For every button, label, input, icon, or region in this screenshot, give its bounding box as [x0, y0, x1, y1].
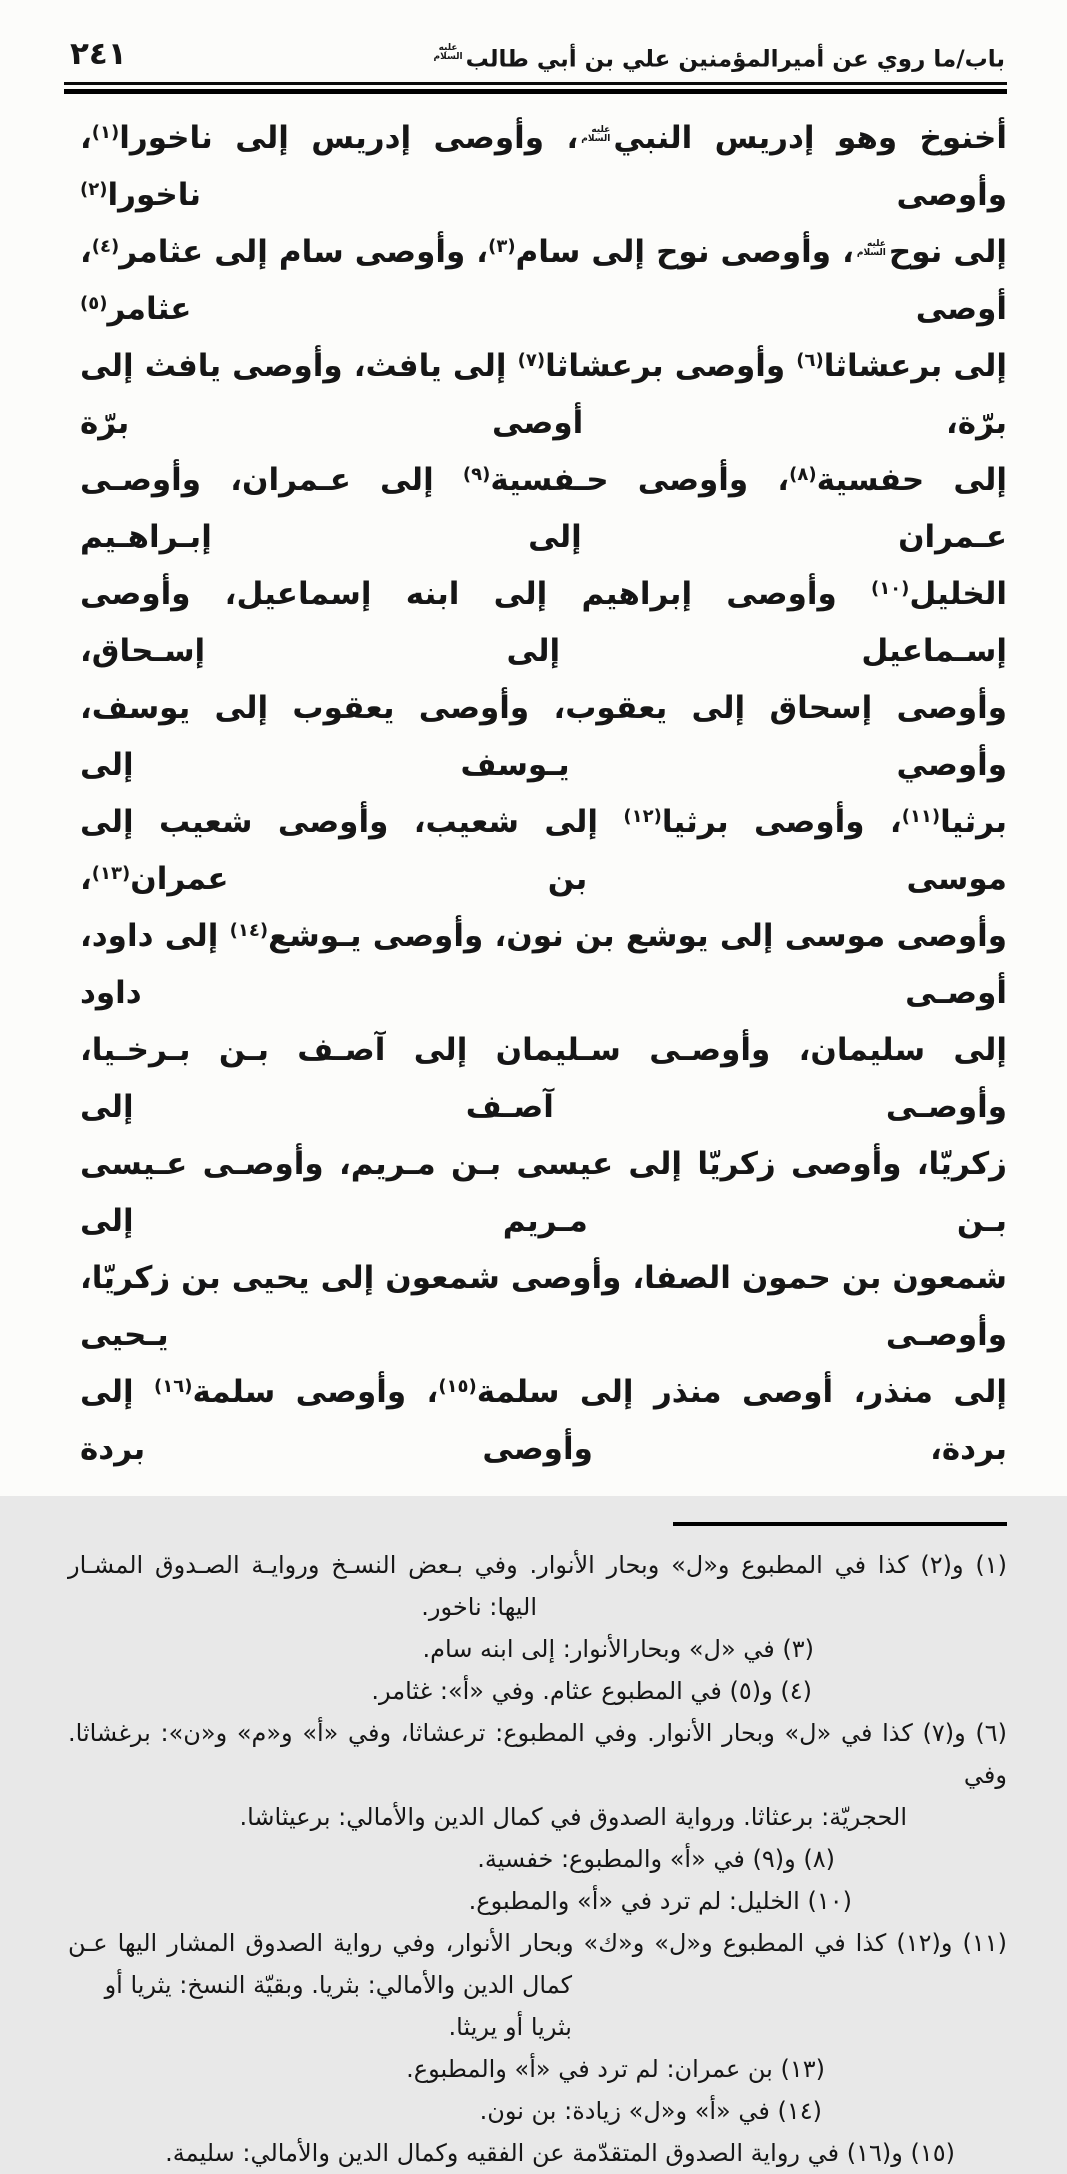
honorific-row: السلام [581, 134, 611, 144]
footnote-line: (٦) و(٧) كذا في «ل» وبحار الأنوار. وفي المطبوع: ترعشاثا، وفي «أ» و«م» و«ن»: برغشاثا. وفي [68, 1719, 1007, 1789]
footnote-ref: (١٢) [623, 806, 662, 827]
body-line [80, 680, 1007, 794]
body-text-segment: أخنوخ وهو إدريس النبي [613, 120, 1007, 156]
footnote-ref: (٧) [517, 350, 546, 371]
body-text-segment: ، وأوصى ناخورا [80, 120, 1007, 213]
header-double-rule [64, 82, 1007, 94]
footnote-line: كمال الدين والأمالي: بثريا. وبقيّة النسخ: يثريا أو بثريا أو يريثا. [104, 1971, 572, 2041]
body-text-segment: ، وأوصى سام إلى عثامر [119, 234, 489, 270]
body-text-segment: ، وأوصى إدريس إلى ناخورا [119, 120, 579, 156]
honorific-row: السلام [856, 248, 886, 258]
body-text-segment: ، [80, 861, 92, 897]
chapter-title-text: باب/ما روي عن أميرالمؤمنين علي بن أبي طالب [465, 46, 1005, 72]
footnote-ref: (٩) [462, 464, 491, 485]
body-line [80, 908, 1007, 1022]
alayhis-salam-mark [581, 126, 610, 145]
body-line [80, 452, 1007, 566]
footnote-ref: (٨) [789, 464, 817, 485]
body-line [80, 224, 1007, 338]
body-line [80, 338, 1007, 452]
body-text-segment: إلى منذر، أوصى منذر إلى سلمة [476, 1374, 1007, 1410]
footnote-ref: (١٤) [229, 920, 269, 941]
footnote-line: (٤) و(٥) في المطبوع عثام. وفي «أ»: غثامر. [371, 1677, 812, 1705]
footnote-line: (١٥) و(١٦) في رواية الصدوق المتقدّمة عن الفقيه وكمال الدين والأمالي: سليمة. [165, 2139, 955, 2167]
body-text [64, 110, 1007, 1478]
body-line [80, 1136, 1007, 1250]
body-text-segment: إلى عـمران، وأوصـى عـمران إلى إبـراهـيم [80, 462, 1007, 555]
body-text-segment: ، وأوصى حـفسية [490, 462, 790, 498]
page-number: ٢٤١ [70, 36, 127, 72]
footnotes-section [64, 1544, 1007, 2174]
body-text-segment: وأوصى موسى إلى يوشع بن نون، وأوصى يـوشع [268, 918, 1008, 954]
body-text-segment: إلى حفسية [816, 462, 1008, 498]
footnote-line: الحجريّة: برعثاثا. ورواية الصدوق في كمال الدين والأمالي: برعيثاشا. [239, 1803, 907, 1831]
footnote-ref: (١٠) [870, 578, 910, 599]
footnote-ref: (١٣) [91, 863, 131, 884]
footnote-line: (١١) و(١٢) كذا في المطبوع و«ل» و«ك» وبحار الأنوار، وفي رواية الصدوق المشار اليها عـن [68, 1929, 1007, 1957]
body-line [80, 1250, 1007, 1364]
body-line [80, 1364, 1007, 1478]
body-line [80, 566, 1007, 680]
honorific-row: عليه [591, 124, 611, 135]
body-text-segment: إلى بردة، وأوصى بردة [80, 1374, 1007, 1467]
body-text-segment: شمعون بن حمون الصفا، وأوصى شمعون إلى يحيى بن زكريّا، وأوصـى يـحيى [80, 1260, 1007, 1353]
footnote-line: (١٤) في «أ» و«ل» زيادة: بن نون. [479, 2097, 822, 2125]
footnote-ref: (١١) [901, 806, 941, 827]
body-line [80, 794, 1007, 908]
body-text-segment: إلى شعيب، وأوصى شعيب إلى موسى بن عمران [80, 804, 1007, 897]
alayhis-salam-mark [434, 44, 463, 63]
body-text-segment: إلى داود، أوصـى داود [80, 918, 1007, 1011]
body-text-segment: وأوصى برعشاثا [545, 348, 797, 384]
chapter-title [431, 44, 1005, 72]
footnote-line: (١٠) الخليل: لم ترد في «أ» والمطبوع. [468, 1887, 852, 1915]
footnote-ref: (١٦) [154, 1376, 193, 1397]
footnote-ref: (١) [91, 122, 120, 143]
body-line [80, 110, 1007, 224]
footnote-ref: (٤) [91, 236, 120, 257]
honorific-row: عليه [438, 42, 458, 53]
footnote-ref: (٦) [796, 350, 824, 371]
footnote-line: اليها: ناخور. [421, 1593, 537, 1621]
footnote-line: (١٣) بن عمران: لم ترد في «أ» والمطبوع. [406, 2055, 825, 2083]
body-text-segment: ، وأوصى سلمة [192, 1374, 439, 1410]
footnote-line: (٨) و(٩) في «أ» والمطبوع: خفسية. [477, 1845, 835, 1873]
honorific-row: عليه [866, 238, 886, 249]
footnote-ref: (٥) [80, 293, 108, 314]
footnote-ref: (٢) [80, 179, 108, 200]
body-text-segment: وأوصى إسحاق إلى يعقوب، وأوصى يعقوب إلى يوسف، وأوصي يـوسف إلى [80, 690, 1007, 783]
body-text-segment: إلى نوح [888, 234, 1007, 270]
footnote-separator-rule [673, 1522, 1007, 1526]
alayhis-salam-mark [857, 240, 886, 259]
body-text-segment: ، أوصى عثامر [80, 234, 1007, 327]
page-header [64, 36, 1007, 72]
body-text-segment: الخليل [909, 576, 1007, 612]
honorific-row: السلام [433, 52, 463, 62]
body-text-segment: إلى يافث، وأوصى يافث إلى برّة، أوصى برّة [80, 348, 1007, 441]
footnote-ref: (١٥) [438, 1376, 477, 1397]
footnote-ref: (٣) [488, 236, 516, 257]
body-text-segment: زكريّا، وأوصى زكريّا إلى عيسى بـن مـريم، وأوصـى عـيسى بـن مـريم إلى [80, 1146, 1007, 1239]
footnote-line: (٣) في «ل» وبحارالأنوار: إلى ابنه سام. [422, 1635, 814, 1663]
footnote-line: (١) و(٢) كذا في المطبوع و«ل» وبحار الأنوار. وفي بـعض النسـخ وروايـة الصـدوق المشـار [68, 1551, 1007, 1579]
body-text-segment: إلى برعشاثا [823, 348, 1007, 384]
body-text-segment: برثيا [940, 804, 1008, 840]
body-text-segment: ، وأوصى نوح إلى سام [515, 234, 854, 270]
body-line [80, 1022, 1007, 1136]
body-text-segment: إلى سليمان، وأوصـى سـليمان إلى آصـف بـن بـرخـيا، وأوصـى آصـف إلى [80, 1032, 1007, 1125]
body-text-segment: ، وأوصى برثيا [661, 804, 902, 840]
body-text-segment: وأوصى إبراهيم إلى ابنه إسماعيل، وأوصى إسـماعيل إلى إسـحاق، [80, 576, 1007, 669]
